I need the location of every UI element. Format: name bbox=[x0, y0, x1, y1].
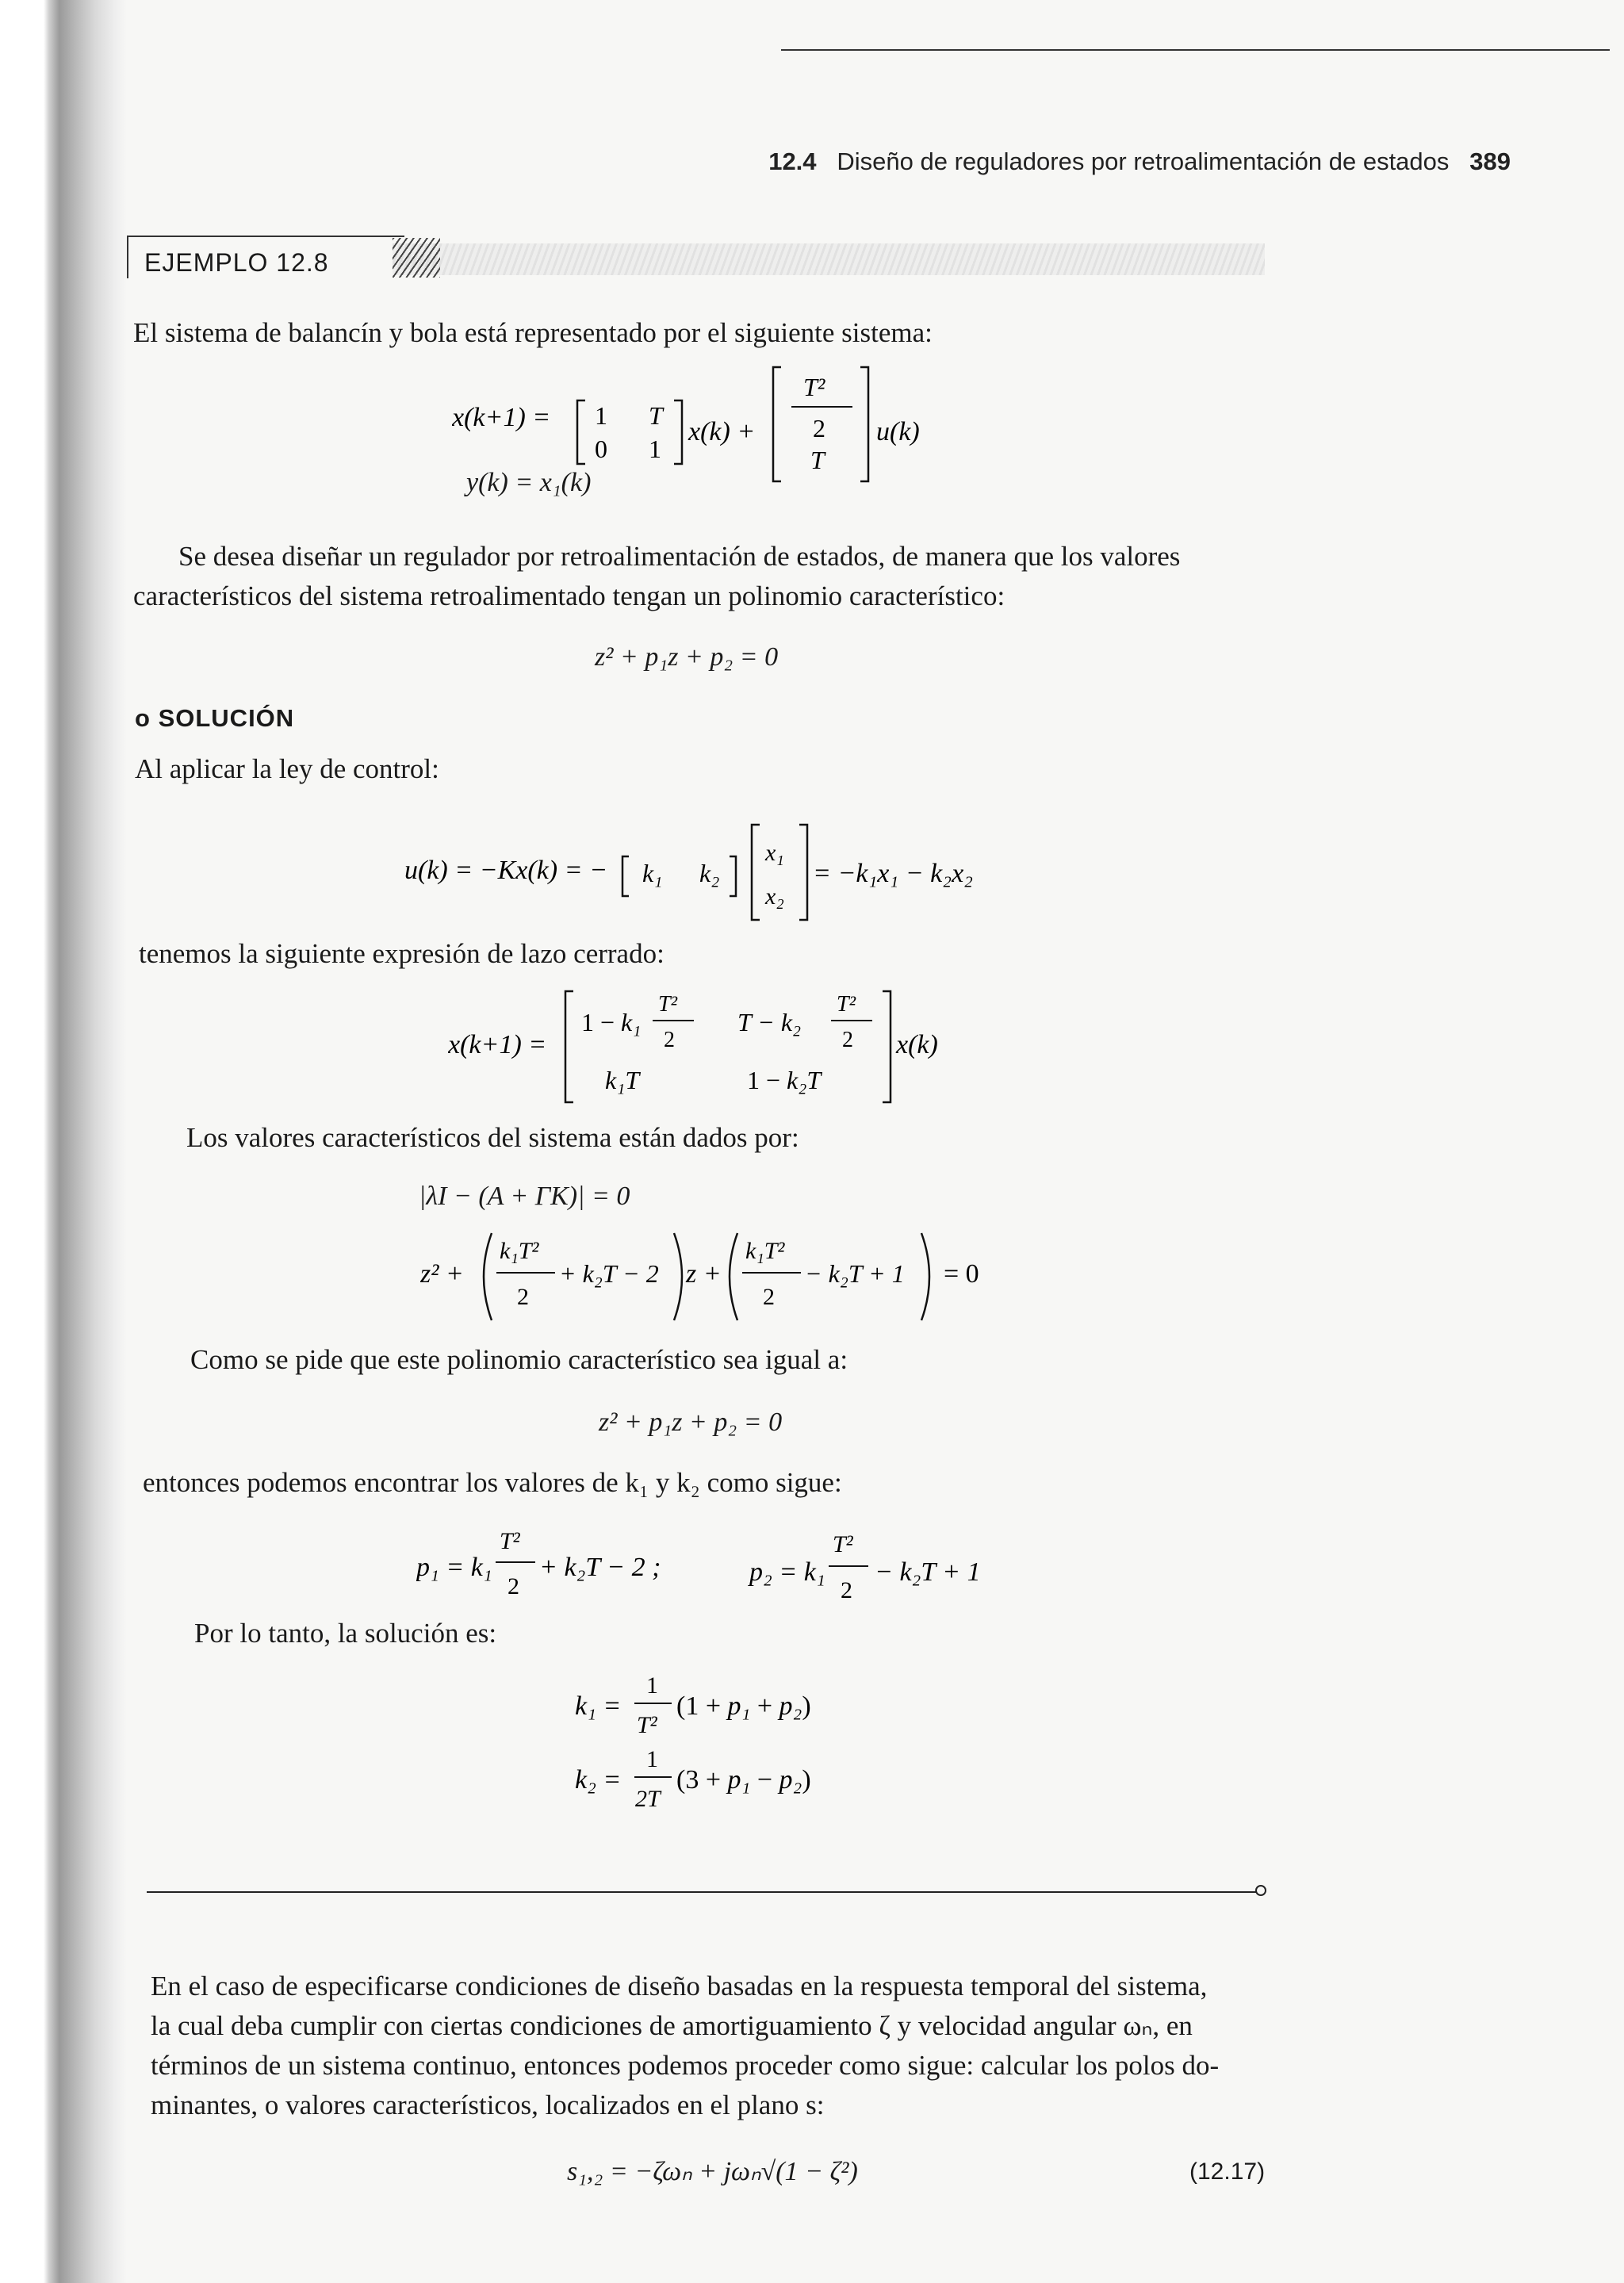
closed-loop-text: tenemos la siguiente expresión de lazo cerrado: bbox=[139, 938, 665, 969]
svg-text:T²: T² bbox=[833, 1531, 853, 1557]
solution-heading bbox=[135, 704, 294, 733]
svg-text:2: 2 bbox=[763, 1284, 775, 1310]
problem-line-1: Se desea diseñar un regulador por retroalimentación de estados, de manera que los valores bbox=[178, 541, 1181, 572]
m21: k₁T bbox=[605, 1066, 640, 1094]
svg-text:z² +: z² + bbox=[420, 1259, 464, 1289]
closed-loop-rhs: x(k) bbox=[896, 1030, 938, 1059]
output-equation: y(k) = x₁(k) bbox=[466, 468, 592, 497]
svg-text:(3 + p₁ − p₂): (3 + p₁ − p₂) bbox=[676, 1765, 811, 1795]
solution-bullet-icon: o bbox=[135, 704, 159, 732]
a12: T bbox=[649, 401, 663, 430]
section-title: Diseño de reguladores por retroalimentación de estados bbox=[837, 147, 1450, 175]
svg-text:2: 2 bbox=[517, 1284, 529, 1310]
x2-entry: x₂ bbox=[765, 883, 784, 910]
a22: 1 bbox=[649, 435, 661, 463]
svg-text:+ k₂T − 2: + k₂T − 2 bbox=[559, 1259, 659, 1288]
body-line-1: En el caso de especificarse condiciones de diseño basadas en la respuesta temporal del sistema, bbox=[151, 1971, 1208, 2001]
char-poly-equation-2: z² + p₁z + p₂ = 0 bbox=[599, 1408, 783, 1437]
equal-to-text: Como se pide que este polinomio característico sea igual a: bbox=[190, 1344, 848, 1375]
svg-text:2: 2 bbox=[508, 1573, 519, 1599]
state-lhs: x(k+1) = bbox=[452, 403, 551, 432]
example-end-marker bbox=[1255, 1885, 1266, 1896]
closed-loop-equation bbox=[448, 983, 963, 1110]
equation-number: (12.17) bbox=[1189, 2159, 1266, 2185]
pole-equation: s₁,₂ = −ζωₙ + jωₙ√(1 − ζ²) bbox=[567, 2157, 858, 2186]
solution-equations bbox=[575, 1665, 876, 1816]
state-rhs: u(k) bbox=[876, 417, 920, 446]
determinant-equation: |λI − (A + ΓK)| = 0 bbox=[419, 1182, 630, 1211]
svg-text:z +: z + bbox=[686, 1259, 722, 1289]
svg-text:1: 1 bbox=[646, 1672, 658, 1699]
example-end-rule bbox=[147, 1891, 1257, 1893]
problem-line-2: característicos del sistema retroalimentado tengan un polinomio característico: bbox=[133, 580, 1005, 611]
control-law-rhs: = −k₁x₁ − k₂x₂ bbox=[813, 859, 973, 888]
m12: T − k₂ bbox=[737, 1008, 802, 1036]
k1-entry: k₁ bbox=[642, 859, 663, 887]
body-line-3: términos de un sistema continuo, entonces podemos proceder como sigue: calcular los polos do- bbox=[151, 2050, 1220, 2081]
section-number: 12.4 bbox=[768, 147, 817, 175]
therefore-text: Por lo tanto, la solución es: bbox=[194, 1618, 497, 1649]
svg-text:2: 2 bbox=[841, 1577, 852, 1603]
b1-den: 2 bbox=[813, 414, 825, 442]
svg-text:k₂ =: k₂ = bbox=[575, 1765, 622, 1795]
k2-entry: k₂ bbox=[699, 859, 720, 887]
control-law-equation bbox=[404, 817, 1007, 928]
example-banner bbox=[393, 243, 1265, 275]
b2: T bbox=[810, 446, 825, 474]
running-head bbox=[678, 147, 1511, 176]
state-mid: x(k) + bbox=[688, 417, 756, 446]
closed-loop-lhs: x(k+1) = bbox=[448, 1030, 547, 1059]
a21: 0 bbox=[595, 435, 607, 463]
page-number: 389 bbox=[1469, 147, 1511, 175]
svg-text:(1 + p₁ + p₂): (1 + p₁ + p₂) bbox=[676, 1691, 811, 1721]
svg-text:= 0: = 0 bbox=[944, 1259, 979, 1289]
svg-text:− k₂T + 1: − k₂T + 1 bbox=[805, 1259, 905, 1288]
svg-text:T²: T² bbox=[500, 1528, 520, 1554]
svg-text:T²: T² bbox=[637, 1712, 657, 1738]
svg-text:p₂ = k₁: p₂ = k₁ bbox=[749, 1557, 825, 1587]
svg-text:p₁ = k₁: p₁ = k₁ bbox=[416, 1553, 492, 1582]
body-line-4: minantes, o valores característicos, localizados en el plano s: bbox=[151, 2090, 825, 2120]
header-rule bbox=[781, 49, 1610, 51]
example-label: EJEMPLO 12.8 bbox=[127, 236, 404, 278]
control-law-text: Al aplicar la ley de control: bbox=[135, 753, 439, 784]
control-law-lhs: u(k) = −Kx(k) = − bbox=[404, 856, 608, 885]
b1-num: T² bbox=[803, 373, 825, 401]
svg-text:− k₂T + 1: − k₂T + 1 bbox=[875, 1557, 981, 1587]
a11: 1 bbox=[595, 401, 607, 430]
solution-label: SOLUCIÓN bbox=[158, 704, 295, 732]
svg-text:2: 2 bbox=[664, 1028, 675, 1052]
svg-text:k₁T²: k₁T² bbox=[745, 1238, 785, 1264]
char-poly-equation: z² + p₁z + p₂ = 0 bbox=[595, 642, 779, 672]
body-line-2: la cual deba cumplir con ciertas condiciones de amortiguamiento ζ y velocidad angular ωₙ, en bbox=[151, 2010, 1193, 2041]
svg-text:k₁T²: k₁T² bbox=[500, 1238, 539, 1264]
svg-text:1: 1 bbox=[646, 1746, 658, 1772]
expanded-polynomial bbox=[420, 1225, 991, 1328]
m22: 1 − k₂T bbox=[747, 1066, 822, 1094]
book-spine-shadow bbox=[0, 0, 127, 2283]
find-values-text: entonces podemos encontrar los valores de k₁ y k₂ como sigue: bbox=[143, 1467, 842, 1498]
eigenvalues-text: Los valores característicos del sistema están dados por: bbox=[186, 1122, 799, 1153]
svg-text:2T: 2T bbox=[635, 1786, 661, 1812]
svg-text:+ k₂T − 2 ;: + k₂T − 2 ; bbox=[539, 1553, 661, 1582]
p-equations bbox=[416, 1519, 1035, 1614]
svg-text:T²: T² bbox=[837, 992, 856, 1017]
svg-text:2: 2 bbox=[842, 1028, 853, 1052]
svg-text:T²: T² bbox=[658, 992, 677, 1017]
x1-entry: x₁ bbox=[765, 840, 784, 866]
m11: 1 − k₁ bbox=[581, 1008, 642, 1036]
svg-text:k₁ =: k₁ = bbox=[575, 1691, 622, 1721]
example-intro: El sistema de balancín y bola está representado por el siguiente sistema: bbox=[133, 317, 933, 348]
